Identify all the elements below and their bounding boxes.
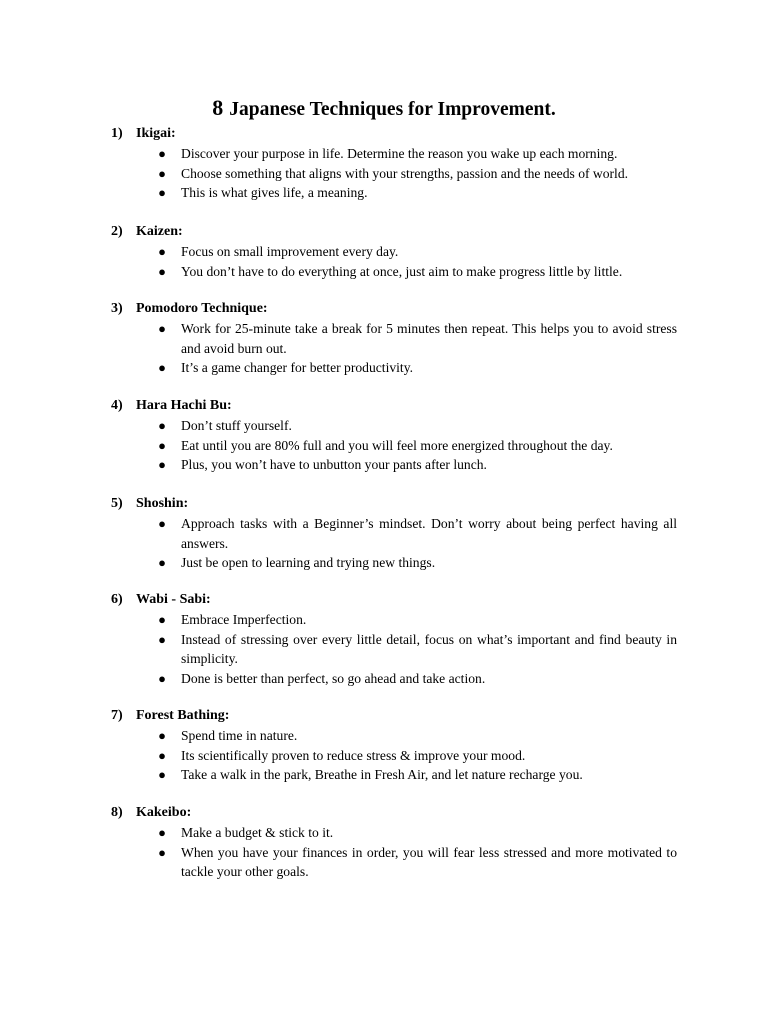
section-title: Wabi - Sabi:	[136, 592, 211, 607]
section-number: 3)	[111, 301, 123, 316]
list-item	[157, 416, 677, 436]
bullet-list	[157, 514, 677, 573]
list-item	[157, 823, 677, 843]
list-item	[157, 358, 677, 378]
section-title: Ikigai:	[136, 126, 176, 141]
document-title	[0, 94, 768, 124]
bullet-list	[157, 726, 677, 785]
list-item	[157, 144, 677, 164]
section-heading	[111, 299, 268, 319]
bullet-icon: ●	[158, 728, 166, 743]
bullet-icon: ●	[158, 631, 166, 647]
list-item-text: Focus on small improvement every day.	[181, 244, 399, 259]
section-heading	[111, 222, 183, 242]
bullet-icon: ●	[158, 185, 166, 200]
list-item-text: Approach tasks with a Beginner’s mindset. Don’t worry about being perfect having all answers.	[181, 516, 677, 551]
list-item	[157, 242, 677, 262]
title-number: 8	[212, 95, 224, 120]
section-title: Kaizen:	[136, 224, 183, 239]
section-number: 4)	[111, 398, 123, 413]
list-item	[157, 746, 677, 766]
bullet-icon: ●	[158, 555, 166, 570]
section-title: Shoshin:	[136, 496, 189, 511]
bullet-icon: ●	[158, 747, 166, 763]
list-item-text: Embrace Imperfection.	[181, 612, 307, 627]
section-title: Pomodoro Technique:	[136, 301, 268, 316]
bullet-icon: ●	[158, 263, 166, 279]
bullet-icon: ●	[158, 165, 166, 181]
bullet-icon: ●	[158, 360, 166, 375]
list-item-text: Don’t stuff yourself.	[181, 418, 292, 433]
section-heading	[111, 396, 232, 416]
list-item	[157, 319, 677, 358]
bullet-icon: ●	[158, 244, 166, 259]
section-number: 6)	[111, 592, 123, 607]
list-item-text: When you have your finances in order, you will fear less stressed and more motivated to tackle your other goals.	[181, 844, 677, 879]
list-item	[157, 514, 677, 553]
section-number: 7)	[111, 708, 123, 723]
section-title: Kakeibo:	[136, 805, 192, 820]
list-item-text: Choose something that aligns with your strengths, passion and the needs of world.	[181, 165, 629, 181]
bullet-list	[157, 242, 677, 281]
list-item	[157, 669, 677, 689]
bullet-icon: ●	[158, 437, 166, 453]
bullet-icon: ●	[158, 670, 166, 686]
list-item-text: Done is better than perfect, so go ahead and take action.	[181, 670, 486, 686]
section-heading	[111, 590, 211, 610]
list-item	[157, 630, 677, 669]
bullet-icon: ●	[158, 146, 166, 161]
section-heading	[111, 803, 191, 823]
list-item	[157, 553, 677, 573]
list-item	[157, 726, 677, 746]
list-item-text: This is what gives life, a meaning.	[181, 185, 368, 200]
list-item-text: Just be open to learning and trying new things.	[181, 555, 436, 570]
section-number: 2)	[111, 224, 123, 239]
bullet-list	[157, 823, 677, 882]
list-item-text: Eat until you are 80% full and you will feel more energized throughout the day.	[181, 437, 613, 453]
section-heading	[111, 494, 188, 514]
list-item-text: Spend time in nature.	[181, 728, 298, 743]
bullet-icon: ●	[158, 321, 166, 336]
list-item-text: Take a walk in the park, Breathe in Fresh Air, and let nature recharge you.	[181, 767, 583, 782]
bullet-icon: ●	[158, 457, 166, 472]
list-item-text: Make a budget & stick to it.	[181, 825, 334, 840]
list-item-text: Discover your purpose in life. Determine the reason you wake up each morning.	[181, 146, 618, 161]
list-item	[157, 262, 677, 282]
list-item-text: Work for 25-minute take a break for 5 minutes then repeat. This helps you to avoid stress and avoid burn out.	[181, 321, 677, 356]
section-title: Hara Hachi Bu:	[136, 398, 232, 413]
bullet-icon: ●	[158, 612, 166, 627]
list-item	[157, 455, 677, 475]
list-item	[157, 843, 677, 882]
section-number: 5)	[111, 496, 123, 511]
list-item-text: Plus, you won’t have to unbutton your pants after lunch.	[181, 457, 487, 472]
list-item-text: Instead of stressing over every little detail, focus on what’s important and find beauty in simplicity.	[181, 631, 677, 666]
list-item-text: Its scientifically proven to reduce stress & improve your mood.	[181, 747, 526, 763]
section-number: 8)	[111, 805, 123, 820]
bullet-list	[157, 610, 677, 688]
section-title: Forest Bathing:	[136, 708, 230, 723]
title-text: Japanese Techniques for Improvement.	[229, 99, 556, 120]
section-heading	[111, 124, 176, 144]
list-item	[157, 183, 677, 203]
list-item	[157, 610, 677, 630]
bullet-icon: ●	[158, 825, 166, 840]
bullet-icon: ●	[158, 844, 166, 860]
list-item	[157, 164, 677, 184]
bullet-list	[157, 319, 677, 378]
bullet-list	[157, 144, 677, 203]
list-item-text: You don’t have to do everything at once, just aim to make progress little by little.	[181, 263, 623, 279]
list-item-text: It’s a game changer for better productivity.	[181, 360, 414, 375]
bullet-list	[157, 416, 677, 475]
list-item	[157, 765, 677, 785]
bullet-icon: ●	[158, 767, 166, 782]
bullet-icon: ●	[158, 418, 166, 433]
list-item	[157, 436, 677, 456]
bullet-icon: ●	[158, 516, 166, 531]
section-number: 1)	[111, 126, 123, 141]
section-heading	[111, 706, 229, 726]
